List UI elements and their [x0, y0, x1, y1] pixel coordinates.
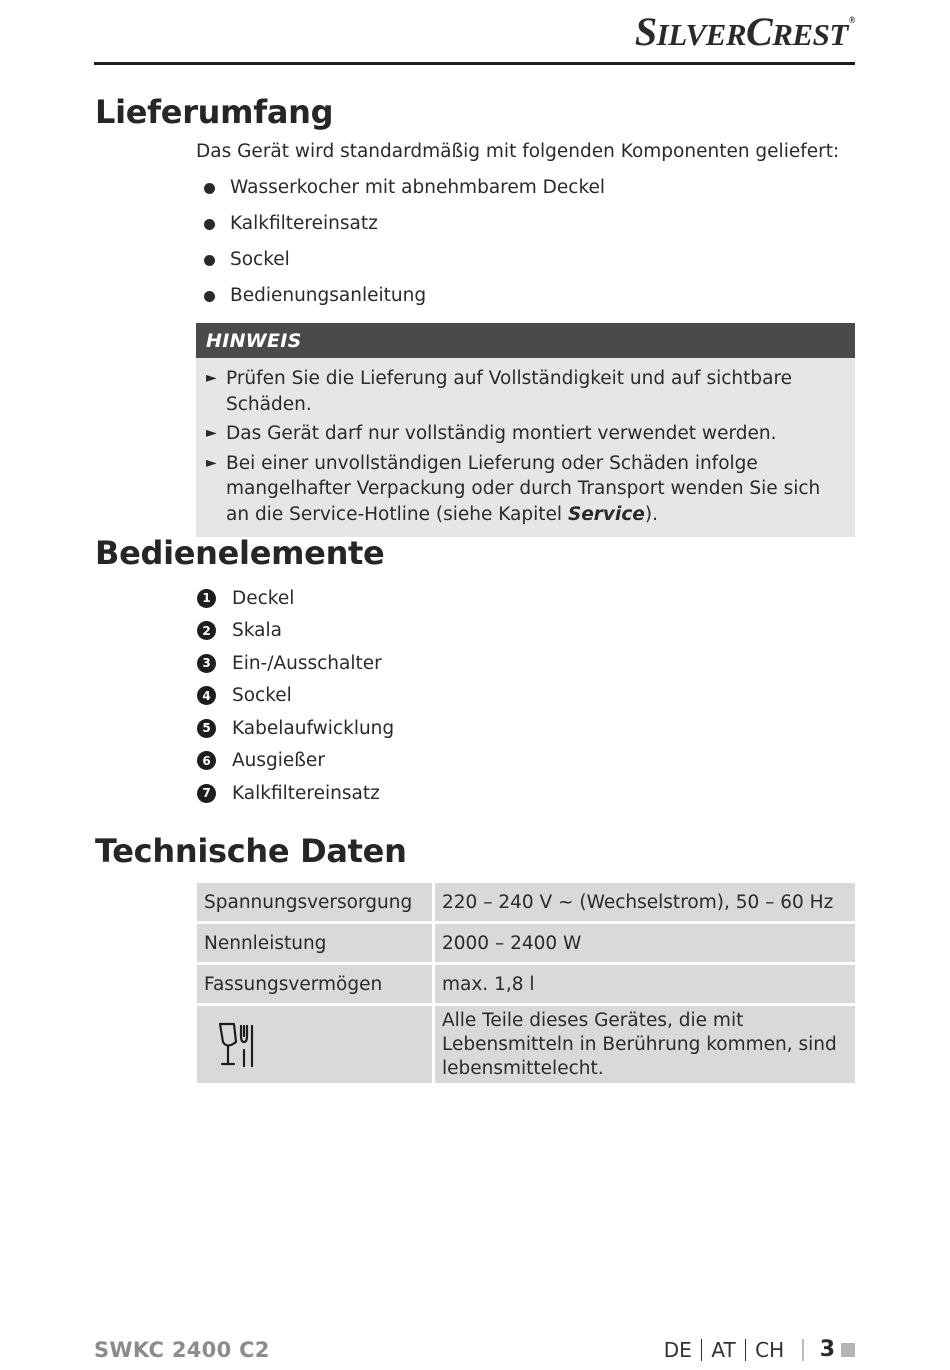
controls-list: [197, 582, 394, 810]
list-item: 3 Ein-/Ausschalter: [197, 647, 394, 680]
spec-value: 220 – 240 V ~ (Wechselstrom), 50 – 60 Hz: [435, 883, 855, 924]
number-badge: 3: [197, 654, 216, 673]
spec-value: 2000 – 2400 W: [435, 924, 855, 965]
section-title-bedienelemente: Bedienelemente: [95, 534, 385, 572]
list-item: 7 Kalkfiltereinsatz: [197, 777, 394, 810]
model-number: SWKC 2400 C2: [94, 1338, 270, 1362]
page-number: 3: [819, 1337, 835, 1362]
arrow-right-icon: ►: [206, 425, 217, 441]
service-chapter-ref: Service: [567, 503, 645, 525]
list-item: 4 Sockel: [197, 680, 394, 713]
section-title-lieferumfang: Lieferumfang: [95, 93, 334, 131]
list-item: 6 Ausgießer: [197, 745, 394, 778]
hinweis-item: ► Das Gerät darf nur vollständig montiert verwendet werden.: [206, 421, 845, 447]
number-badge: 5: [197, 719, 216, 738]
spec-label: Fassungsvermögen: [197, 965, 435, 1006]
bullet-icon: [204, 219, 215, 230]
list-item: 1 Deckel: [197, 582, 394, 615]
spec-value: max. 1,8 l: [435, 965, 855, 1006]
hinweis-item: ► Prüfen Sie die Lieferung auf Vollständigkeit und auf sichtbare Schäden.: [206, 366, 845, 417]
bullet-icon: [204, 291, 215, 302]
lieferumfang-intro: Das Gerät wird standardmäßig mit folgenden Komponenten geliefert:: [196, 141, 840, 162]
number-badge: 6: [197, 751, 216, 770]
list-item: Wasserkocher mit abnehmbarem Deckel: [204, 177, 605, 213]
list-item: Kalkfiltereinsatz: [204, 213, 605, 249]
list-item: 5 Kabelaufwicklung: [197, 712, 394, 745]
lang-at: AT: [711, 1337, 736, 1362]
spec-label: Spannungsversorgung: [197, 883, 435, 924]
tech-specs-table: [197, 883, 855, 1086]
hinweis-label: HINWEIS: [196, 323, 855, 358]
table-row: [197, 965, 855, 1006]
list-item: 2 Skala: [197, 615, 394, 648]
number-badge: 7: [197, 784, 216, 803]
number-badge: 2: [197, 621, 216, 640]
table-row: [197, 1006, 855, 1086]
list-item: Bedienungsanleitung: [204, 285, 605, 321]
delivery-list: [204, 177, 605, 321]
food-safe-icon: [214, 1020, 264, 1070]
lang-ch: CH: [755, 1337, 785, 1362]
arrow-right-icon: ►: [206, 454, 217, 471]
brand-logo: SILVERCREST®: [634, 9, 855, 54]
bullet-icon: [204, 183, 215, 194]
table-row: [197, 883, 855, 924]
hinweis-item: ► Bei einer unvollständigen Lieferung oder Schäden infolge mangelhafter Verpackung oder durch Transport wenden Sie sich an die Service-Hotline (siehe Kapitel Service).: [206, 451, 845, 528]
hinweis-box: [196, 323, 855, 537]
lang-de: DE: [663, 1337, 692, 1362]
spec-label: Nennleistung: [197, 924, 435, 965]
bullet-icon: [204, 255, 215, 266]
header-rule: [94, 62, 855, 65]
section-title-technische-daten: Technische Daten: [95, 832, 407, 870]
arrow-right-icon: ►: [206, 370, 217, 386]
footer-nav: [664, 1337, 855, 1362]
table-row: [197, 924, 855, 965]
number-badge: 4: [197, 686, 216, 705]
page-marker-icon: [841, 1343, 855, 1357]
number-badge: 1: [197, 589, 216, 608]
spec-icon-cell: [197, 1006, 435, 1086]
spec-value: Alle Teile dieses Gerätes, die mit Lebensmitteln in Berührung kommen, sind lebensmittelecht.: [435, 1006, 855, 1086]
list-item: Sockel: [204, 249, 605, 285]
